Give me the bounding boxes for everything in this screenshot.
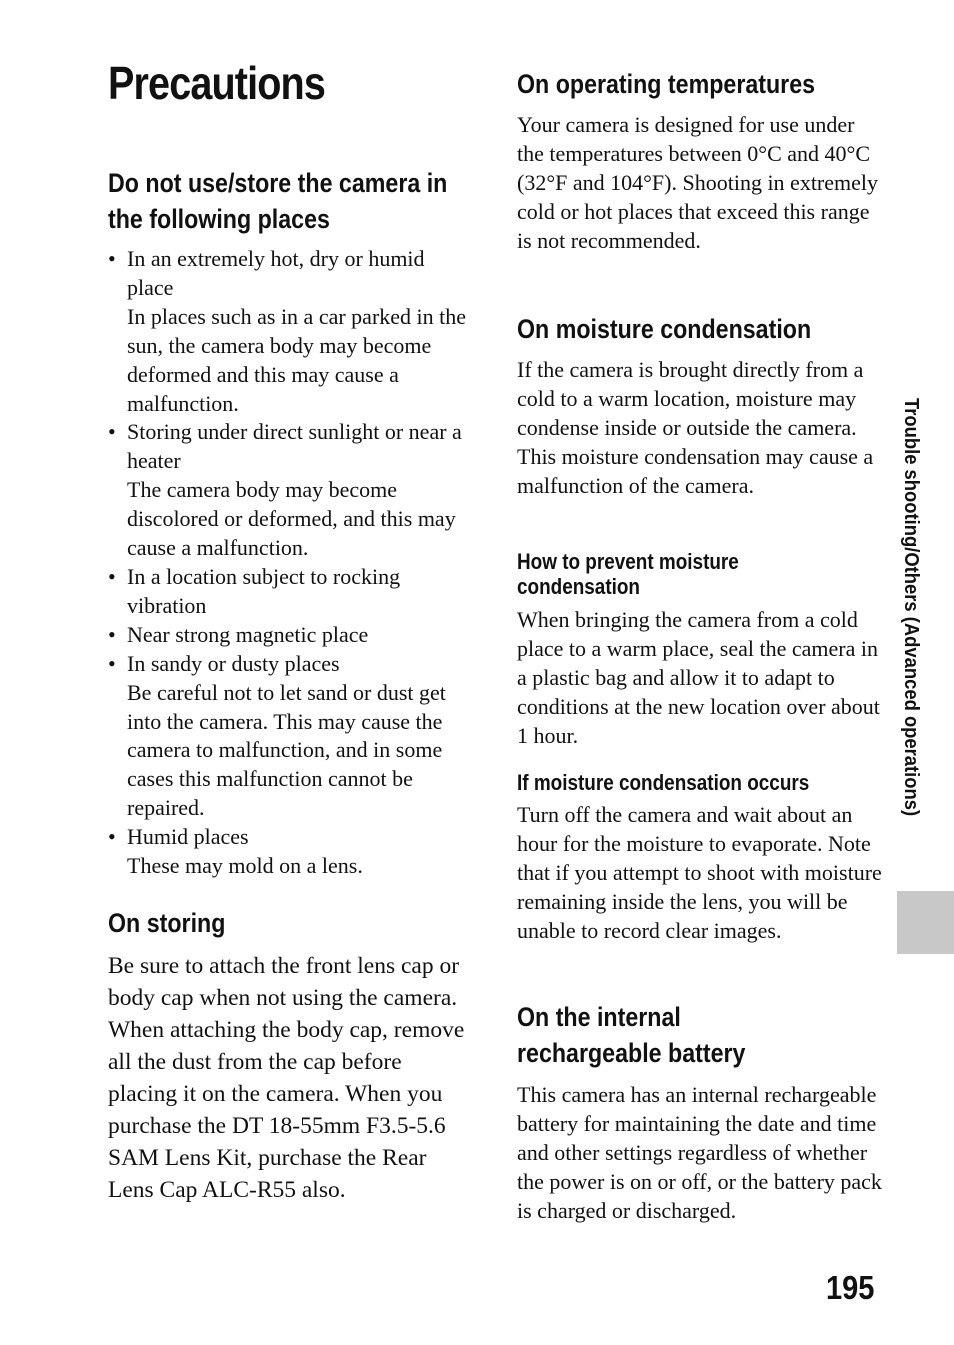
list-item-label: In a location subject to rocking vibration <box>127 563 401 618</box>
list-item <box>108 650 470 823</box>
list-item-label: In an extremely hot, dry or humid place <box>127 246 425 300</box>
bullet-icon: • <box>108 621 116 647</box>
list-item-desc: Be careful not to let sand or dust get into the camera. This may cause the camera to malfunction, and in some cases this malfunction cannot be repaired. <box>127 679 446 821</box>
list-item-label: Humid places <box>127 824 249 850</box>
places-list <box>108 245 470 881</box>
list-item <box>108 245 470 418</box>
heading-do-not-use: Do not use/store the camera in the following places <box>108 168 448 234</box>
heading-prevent-condensation: How to prevent moisture condensation <box>517 549 739 599</box>
heading-moisture-condensation: On moisture condensation <box>517 314 812 344</box>
list-item <box>108 823 470 881</box>
page-title: Precautions <box>108 57 325 109</box>
list-item-label: Near strong magnetic place <box>127 621 369 647</box>
operating-temperatures-text: Your camera is designed for use under the temperatures between 0°C and 40°C (32°F and 104°F). Shooting in extremely cold or hot places that exceed this range is not recommended. <box>517 112 879 253</box>
list-item <box>108 563 470 621</box>
bullet-icon: • <box>108 650 116 676</box>
bullet-icon: • <box>108 246 116 271</box>
heading-operating-temperatures: On operating temperatures <box>517 69 816 99</box>
prevent-condensation-text: When bringing the camera from a cold place to a warm place, seal the camera in a plastic bag and allow it to adapt to conditions at the new location over about 1 hour. <box>517 607 880 748</box>
list-item-desc: The camera body may become discolored or deformed, and this may cause a malfunction. <box>127 477 456 561</box>
list-item-label: In sandy or dusty places <box>127 650 340 676</box>
moisture-condensation-text: If the camera is brought directly from a cold to a warm location, moisture may condense inside or outside the camera. This moisture condensation may cause a malfunction of the camera. <box>517 357 874 498</box>
bullet-icon: • <box>108 824 116 850</box>
side-tab-label: Trouble shooting/Others (Advanced operations) <box>900 398 922 817</box>
heading-condensation-occurs: If moisture condensation occurs <box>517 770 810 795</box>
list-item <box>108 418 470 563</box>
bullet-icon: • <box>108 419 116 445</box>
list-item-label: Storing under direct sunlight or near a heater <box>127 419 462 474</box>
condensation-occurs-text: Turn off the camera and wait about an hour for the moisture to evaporate. Note that if you attempt to shoot with moisture remaining inside the lens, you will be unable to record clear images. <box>517 802 882 943</box>
list-item <box>108 621 470 650</box>
heading-on-storing: On storing <box>108 908 226 938</box>
list-item-desc: In places such as in a car parked in the sun, the camera body may become deformed and this may cause a malfunction. <box>127 303 467 416</box>
page-number: 195 <box>826 1269 875 1306</box>
internal-battery-text: This camera has an internal rechargeable battery for maintaining the date and time and other settings regardless of whether the power is on or off, or the battery pack is charged or discharged. <box>517 1082 882 1223</box>
storing-text: Be sure to attach the front lens cap or body cap when not using the camera. When attaching the body cap, remove all the dust from the cap before placing it on the camera. When you purchase the DT 18-55mm F3.5-5.6 SAM Lens Kit, purchase the Rear Lens Cap ALC-R55 also. <box>108 953 465 1203</box>
side-tab-marker <box>897 891 954 954</box>
list-item-desc: These may mold on a lens. <box>127 853 363 879</box>
heading-internal-battery: On the internal rechargeable battery <box>517 1002 746 1068</box>
bullet-icon: • <box>108 563 116 589</box>
